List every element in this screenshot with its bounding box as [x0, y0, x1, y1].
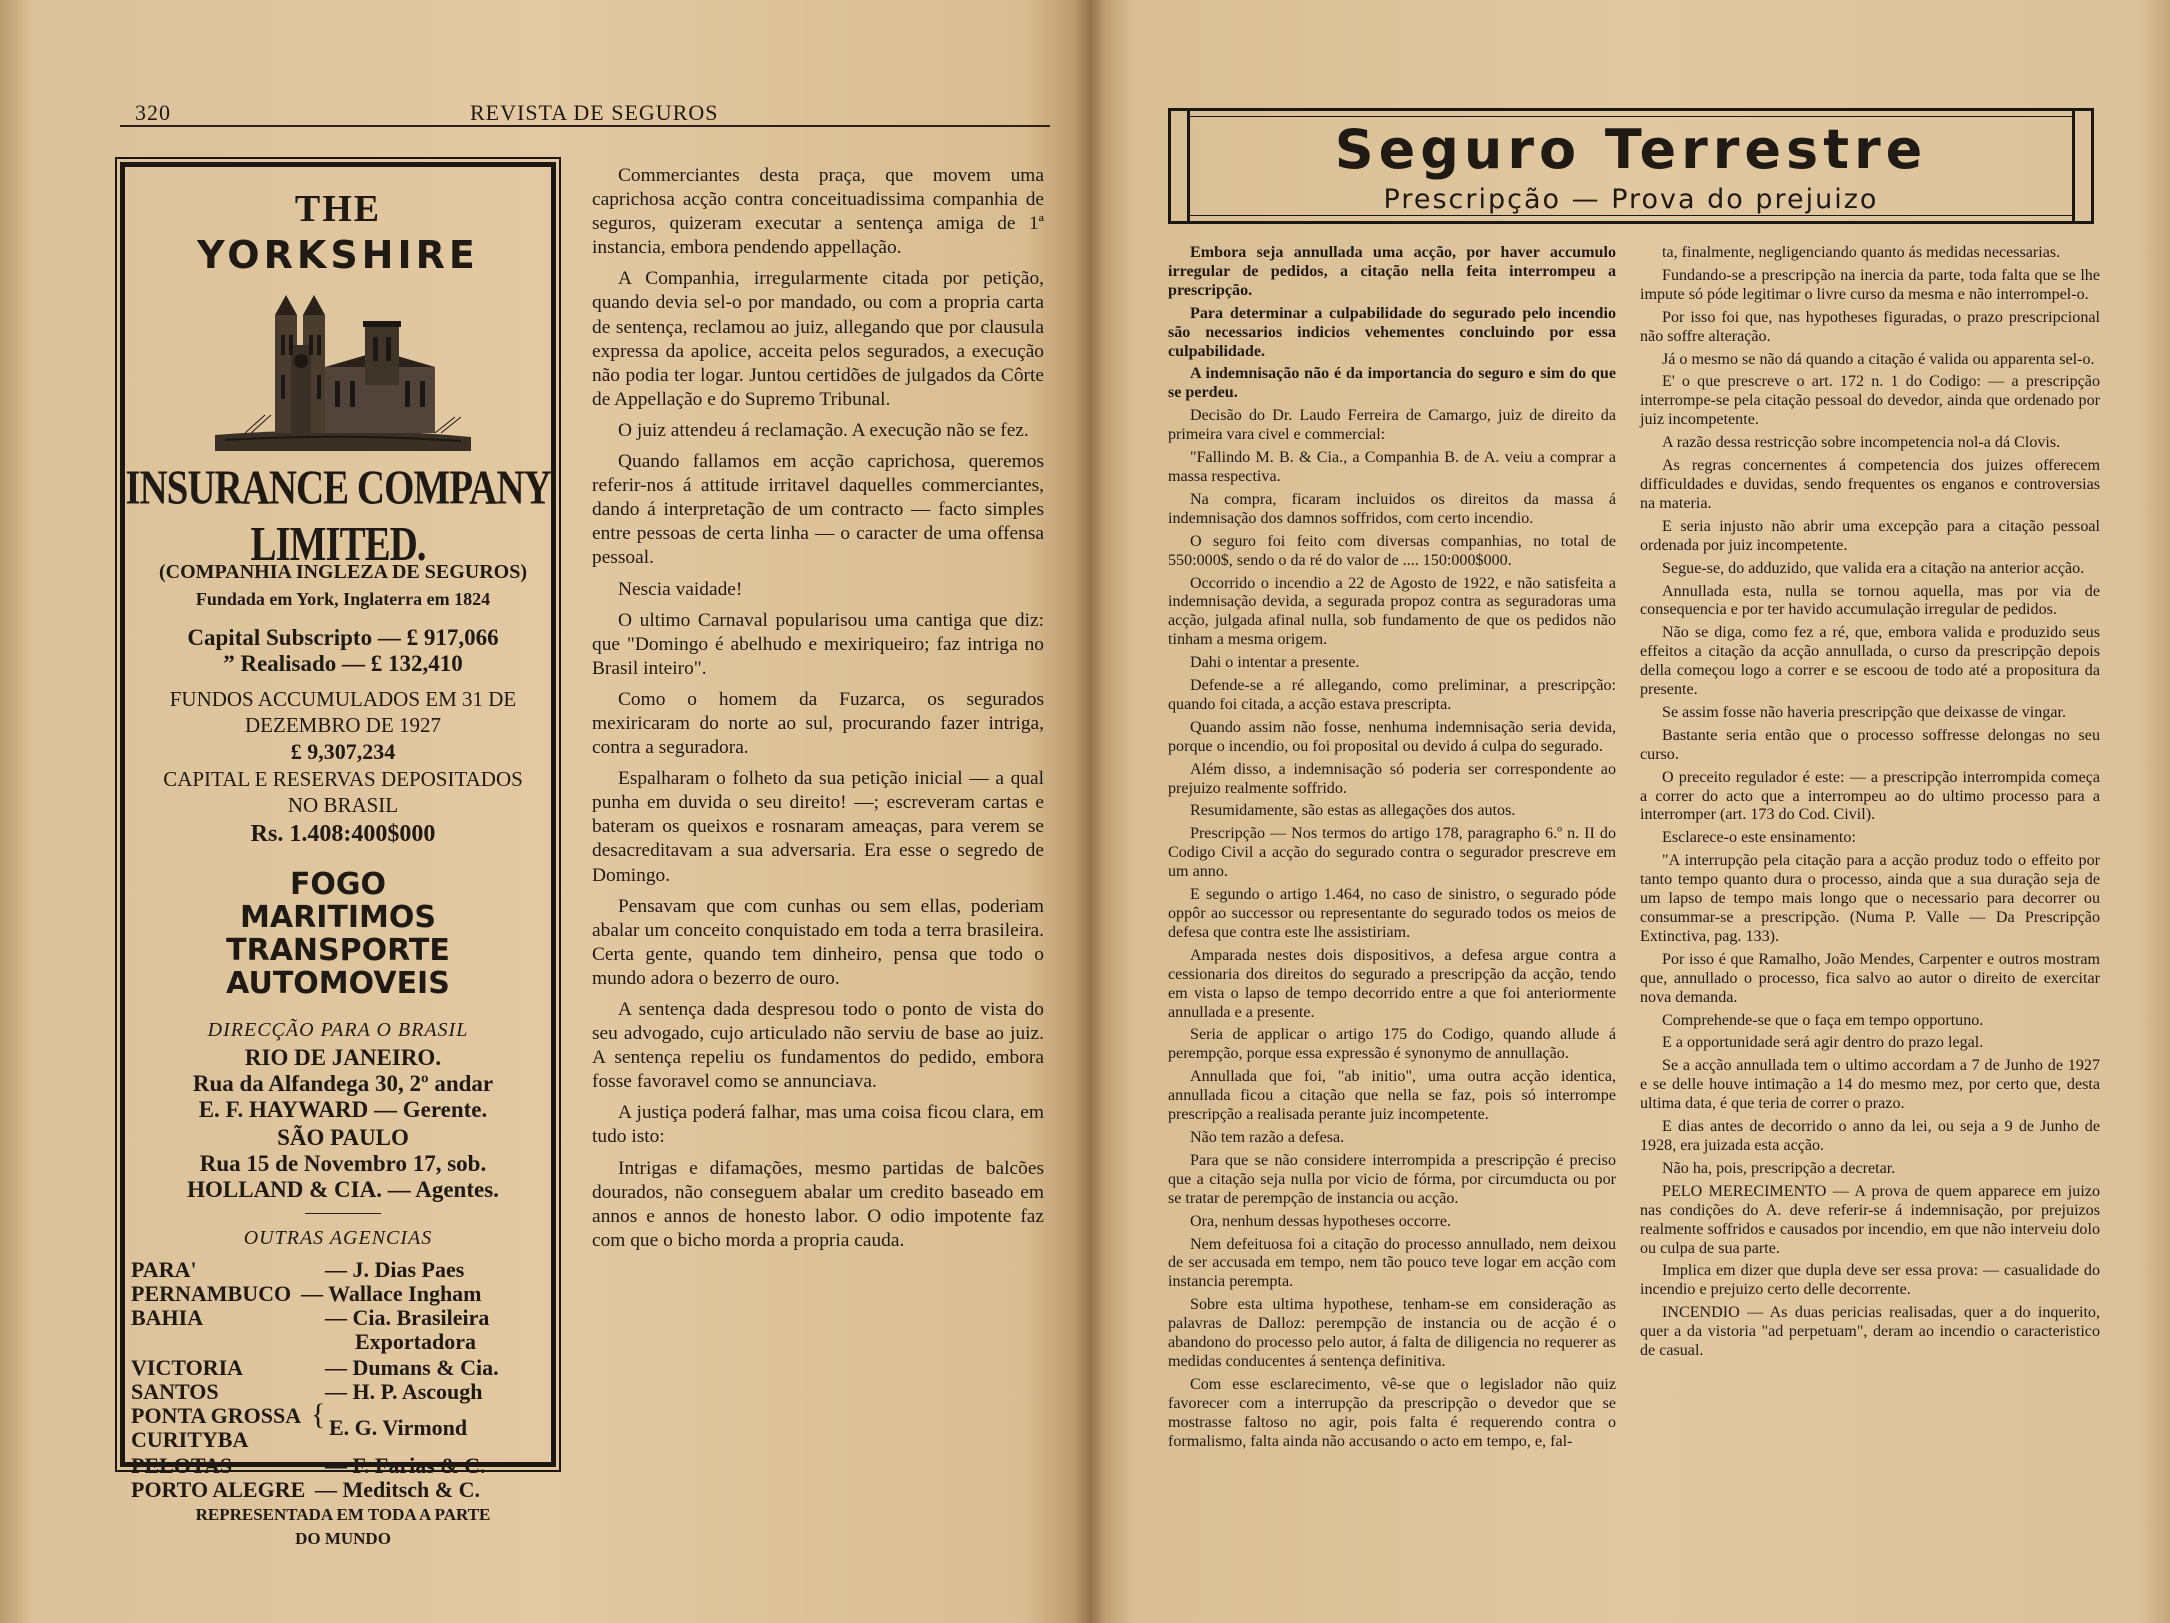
ad-capital-subscribed: Capital Subscripto — £ 917,066 [187, 625, 499, 650]
paragraph: Intrigas e difamações, mesmo partidas de balcões dourados, não conseguem abalar um credito baseado em annos e annos de honesto labor. O odio impotente faz com que o bicho morda a propria cauda. [592, 1157, 1044, 1251]
paragraph: Decisão do Dr. Laudo Ferreira de Camargo, juiz de direito da primeira vara civel e commercial: [1168, 407, 1616, 444]
article-title: Seguro Terrestre [1334, 118, 1928, 181]
paragraph: Sobre esta ultima hypothese, tenham-se em consideração as palavras de Dalloz: perempção de instancia ou de acção é o abandono do processo pelo autor, á falta de diligencia no requerer as medidas conducentes á sentença definitiva. [1168, 1296, 1616, 1370]
agency-place: PARA' [131, 1257, 197, 1282]
ad-the: THE [294, 188, 382, 230]
agency-agent: — H. P. Ascough [325, 1379, 483, 1404]
paragraph: Por isso foi que, nas hypotheses figuradas, o prazo prescripcional não soffre alteração. [1640, 308, 2100, 345]
paragraph: Annullada que foi, "ab initio", uma outra acção identica, annullada ficou a citação que nella se faz, pois só interrompe prescripção a realisada perante juiz incompetente. [1168, 1068, 1616, 1124]
ad-founded: Fundada em York, Inglaterra em 1824 [195, 589, 491, 609]
ad-line-fire: FOGO [289, 867, 387, 902]
agency-place: BAHIA [131, 1305, 204, 1330]
ad-line-automobiles: AUTOMOVEIS [226, 966, 450, 1001]
paragraph: Amparada nestes dois dispositivos, a defesa argue contra a cessionaria dos direitos do segurado a prescripção da acção, tendo em vista o lapso de tempo decorrido entre a que foi anteriormente annullada e a presente. [1168, 946, 1616, 1021]
paragraph: Além disso, a indemnisação só poderia ser correspondente ao prejuizo realmente soffrido. [1168, 760, 1616, 797]
ad-funds-value: £ 9,307,234 [290, 739, 396, 764]
article-title-frame [1168, 108, 2094, 226]
agency-place: PORTO ALEGRE [131, 1477, 306, 1502]
ad-line-transport: TRANSPORTE [226, 933, 450, 968]
paragraph: PELO MERECIMENTO — A prova de quem apparece em juizo nas condições do A. deve referir-se á indemnisação, por prejuizos realmente soffridos e causados por incendio, em que não interveiu dolo ou culpa de sua parte. [1640, 1182, 2100, 1257]
ad-rio-manager: E. F. HAYWARD — Gerente. [198, 1097, 488, 1122]
agency-agent: — Dumans & Cia. [325, 1355, 499, 1380]
paragraph: Annullada esta, nulla se tornou aquella, mas por via de consequencia e por ter havido accumulação irregular de pedidos. [1640, 582, 2100, 619]
paragraph: Defende-se a ré allegando, como preliminar, a prescripção: quando foi citada, a acção estava prescripta. [1168, 677, 1616, 713]
ad-direction-label: DIRECÇÃO PARA O BRASIL [207, 1019, 469, 1041]
paragraph: "Fallindo M. B. & Cia., a Companhia B. de A. veiu a comprar a massa respectiva. [1168, 449, 1616, 485]
brace: { [311, 1398, 326, 1431]
paragraph: Embora seja annullada uma acção, por haver accumulo irregular de pedidos, a citação nella feita interrompeu a prescripção. [1168, 244, 1616, 299]
header-rule [120, 125, 1050, 127]
paragraph: Com esse esclarecimento, vê-se que o legislador não quiz favorecer com a interrupção da prescripção o devedor que se mostrasse faltoso no agir, pois falta é requerendo contra o formalismo, falta ainda não accusando o acto em tempo, e, fal- [1168, 1375, 1616, 1450]
ad-separator [305, 1213, 381, 1214]
paragraph: A razão dessa restricção sobre incompetencia nol-a dá Clovis. [1662, 434, 2061, 452]
agency-agent: — Cia. Brasileira [325, 1305, 490, 1330]
paragraph: Esclarece-o este ensinamento: [1662, 829, 1856, 847]
ad-funds-line1: FUNDOS ACCUMULADOS EM 31 DE [169, 687, 517, 711]
paragraph: Quando fallamos em acção caprichosa, queremos referir-nos á attitude irritavel daquelles commerciantes, dando á interpretação de um contracto — facto simples entre pessoas de certa linha — o caracter de uma offensa pessoal. [592, 451, 1044, 569]
paragraph: Por isso é que Ramalho, João Mendes, Carpenter e outros mostram que, annullado o processo, fica salvo ao autor o direito de exercitar nova demanda. [1640, 950, 2100, 1006]
paragraph: O juiz attendeu á reclamação. A execução não se fez. [618, 419, 1029, 441]
paragraph: Resumidamente, são estas as allegações dos autos. [1190, 802, 1516, 820]
paragraph: O seguro foi feito com diversas companhias, no total de 550:000$, sendo o da ré do valor de .... 150:000$000. [1168, 532, 1616, 569]
paragraph: Se a acção annullada tem o ultimo accordam a 7 de Junho de 1927 e se delle houve intimação a 14 do mesmo mez, por certo que, desta ultima data, é que teria de correr o prazo. [1640, 1057, 2100, 1113]
ad-rio: RIO DE JANEIRO. [244, 1045, 442, 1070]
paragraph: A justiça poderá falhar, mas uma coisa ficou clara, em tudo isto: [592, 1102, 1044, 1148]
page-number: 320 [135, 100, 171, 125]
paragraph: Se assim fosse não haveria prescripção que deixasse de vingar. [1662, 703, 2066, 721]
paragraph: Como o homem da Fuzarca, os segurados mexiricaram do norte ao sul, procurando fazer intriga, contra a seguradora. [592, 688, 1044, 759]
paragraph: E segundo o artigo 1.464, no caso de sinistro, o segurado póde oppôr ao successor ou representante do segurado todos os meios de defesa que contra este lhe assistiriam. [1168, 886, 1616, 941]
article-column-2 [1640, 244, 2100, 1365]
agency-agent: — Meditsch & C. [315, 1477, 480, 1502]
paragraph: Já o mesmo se não dá quando a citação é valida ou apparenta sel-o. [1662, 350, 2095, 368]
editorial-column [592, 164, 1044, 1260]
ad-reserves-line1: CAPITAL E RESERVAS DEPOSITADOS [163, 767, 523, 791]
agency-agent: — J. Dias Paes [325, 1257, 465, 1282]
ad-sao-paulo: SÃO PAULO [277, 1125, 409, 1150]
paragraph: Pensavam que com cunhas ou sem ellas, poderiam abalar um conceito conquistado em toda a terra brasileira. Certa gente, quando tem dinheiro, pensa que todo o mundo adora o bezerro de ouro. [592, 895, 1044, 989]
paragraph: Espalharam o folheto da sua petição inicial — a qual punha em duvida o seu direito! —; escreveram cartas e bateram os queixos e rosnaram ameaças, para verem se desacreditavam a sua adversaria. Era esse o segredo de Domingo. [592, 768, 1044, 886]
paragraph: Nescia vaidade! [618, 578, 743, 600]
ad-company-name: YORKSHIRE [197, 233, 479, 277]
paragraph: "A interrupção pela citação para a acção produz todo o effeito por tanto tempo quanto dura o processo, ainda que a sua duração seja de um lapso de tempo mais longo que o necessario para decorrer ou consummar-se a prescripção. (Numa P. Valle — Da Prescripção Extinctiva, pag. 133). [1640, 852, 2100, 945]
paragraph: A Companhia, irregularmente citada por petição, quando devia sel-o por mandado, ou com a propria carta de sentença, reclamou ao juiz, allegando que por clausula expressa da apolice, acceita pelos segurados, a execução não podia ter logar. Juntou certidões de julgados da Côrte de Appellação e do Supremo Tribunal. [592, 268, 1044, 410]
paragraph: ta, finalmente, negligenciando quanto ás medidas necessarias. [1662, 244, 2061, 261]
paragraph: As regras concernentes á competencia dos juizes offerecem difficuldades e duvidas, sendo frequentes os enganos e controversias na materia. [1640, 457, 2100, 512]
agency-place: SANTOS [131, 1379, 219, 1404]
paragraph: Não se diga, como fez a ré, que, embora valida e produzido seus effeitos a citação da acção annullada, o curso da prescripção depois della começou logo a correr e se escoou de todo até a propositura da presente. [1640, 624, 2100, 699]
agency-agent: Exportadora [355, 1329, 476, 1354]
book-gutter [1075, 0, 1105, 1623]
paragraph: Fundando-se a prescripção na inercia da parte, toda falta que se lhe impute só póde legitimar o livre curso da mesma e não interrompel-o. [1640, 266, 2100, 303]
ad-reserves-value: Rs. 1.408:400$000 [250, 821, 436, 847]
paragraph: Na compra, ficaram incluidos os direitos da massa á indemnisação dos damnos soffridos, com certo incendio. [1168, 490, 1616, 527]
paragraph: Commerciantes desta praça, que movem uma caprichosa acção contra conceituadissima companhia de seguros, quizeram executar a sentença amiga de 1ª instancia, embora pendendo appellação. [592, 165, 1044, 259]
paragraph: Ora, nenhum dessas hypotheses occorre. [1190, 1212, 1451, 1230]
paragraph: Occorrido o incendio a 22 de Agosto de 1922, e não satisfeita a indemnisação devida, a segurada propoz contra as seguradoras uma acção, julgada afinal nulla, sob fundamento de que os pedidos não tinham a mesma origem. [1168, 574, 1616, 649]
paragraph: INCENDIO — As duas pericias realisadas, quer a do inquerito, quer a da vistoria "ad perpetuam", deram ao incendio o caracteristico de casual. [1640, 1304, 2100, 1360]
yorkshire-advertisement [120, 162, 556, 1548]
ad-rio-address: Rua da Alfandega 30, 2º andar [192, 1071, 494, 1096]
ad-other-agencies-label: OUTRAS AGENCIAS [243, 1227, 433, 1249]
paragraph: Não ha, pois, prescripção a decretar. [1662, 1159, 1896, 1177]
paragraph: O ultimo Carnaval popularisou uma cantiga que diz: que "Domingo é abelhudo e mexiriqueiro; faz intriga no Brasil inteiro". [592, 609, 1044, 679]
ad-capital-realised: ” Realisado — £ 132,410 [223, 651, 463, 676]
paragraph: E' o que prescreve o art. 172 n. 1 do Codigo: — a prescripção interrompe-se pela citação pessoal do devedor, ainda que ordenado por juiz incompetente. [1640, 373, 2100, 429]
paragraph: Bastante seria então que o processo soffresse delongas no seu curso. [1640, 726, 2100, 763]
ad-sp-agents: HOLLAND & CIA. — Agentes. [187, 1177, 499, 1202]
paragraph: Para que se não considere interrompida a prescripção é preciso que a citação seja nulla por vicio de fórma, por circumducta ou por se tratar de perempção de instancia ou acção. [1168, 1151, 1616, 1207]
paragraph: Para determinar a culpabilidade do segurado pelo incendio são necessarios indicios vehementes concluindo por essa culpabilidade. [1168, 304, 1616, 360]
agency-agent: — Wallace Ingham [301, 1281, 482, 1306]
paragraph: Quando assim não fosse, nenhuma indemnisação seria devida, porque o incendio, ou foi proposital ou devido á culpa do segurado. [1168, 718, 1616, 755]
article-subtitle: Prescripção — Prova do prejuizo [1383, 184, 1879, 215]
ad-funds-line2: DEZEMBRO DE 1927 [245, 713, 441, 737]
ad-subtitle: (COMPANHIA INGLEZA DE SEGUROS) [158, 561, 527, 583]
paragraph: E a opportunidade será agir dentro do prazo legal. [1662, 1034, 1984, 1052]
journal-title: REVISTA DE SEGUROS [470, 100, 719, 125]
paragraph: Comprehende-se que o faça em tempo opportuno. [1662, 1011, 1984, 1029]
agency-place: VICTORIA [131, 1355, 244, 1380]
paragraph: Prescripção — Nos termos do artigo 178, paragrapho 6.º n. II do Codigo Civil a acção do segurado contra o segurador prescreve em um anno. [1168, 825, 1616, 881]
paragraph: O preceito regulador é este: — a prescripção interrompida começa a correr do acto que a interrompeu ao do ultimo processo para a interromper (art. 173 do Cod. Civil). [1640, 768, 2100, 824]
ad-footer-line2: DO MUNDO [295, 1529, 391, 1548]
ad-reserves-line2: NO BRASIL [287, 793, 399, 817]
paragraph: Seria de applicar o artigo 175 do Codigo, quando allude á perempção, porque essa expressão é synonymo de annullação. [1168, 1026, 1616, 1063]
agency-agent: — F. Farias & C. [325, 1453, 486, 1478]
paragraph: A indemnisação não é da importancia do seguro e sim do que se perdeu. [1168, 365, 1616, 402]
paragraph: Dahi o intentar a presente. [1190, 654, 1360, 672]
paragraph: Segue-se, do adduzido, que valida era a citação na anterior acção. [1662, 559, 2085, 577]
ad-footer-line1: REPRESENTADA EM TODA A PARTE [195, 1505, 491, 1524]
paragraph: Não tem razão a defesa. [1190, 1128, 1345, 1146]
agency-place: PERNAMBUCO [131, 1281, 292, 1306]
paragraph: Implica em dizer que dupla deve ser essa prova: — casualidade do incendio e prejuizo certo delle decorrente. [1640, 1262, 2100, 1299]
agency-place: PONTA GROSSA [131, 1403, 302, 1428]
article-column-1 [1168, 244, 1616, 1455]
york-minster-illustration [205, 285, 481, 453]
agency-place: PELOTAS [131, 1453, 233, 1478]
paragraph: A sentença dada despresou todo o ponto de vista do seu advogado, cujo articulado não serviu de base ao juiz. A sentença repeliu os fundamentos do pedido, embora fosse favoravel como se annunciava. [592, 999, 1044, 1093]
ad-line-maritime: MARITIMOS [240, 900, 436, 935]
paragraph: E seria injusto não abrir uma excepção para a citação pessoal ordenada por juiz incompetente. [1640, 517, 2100, 554]
ad-sp-address: Rua 15 de Novembro 17, sob. [199, 1151, 487, 1176]
paragraph: E dias antes de decorrido o anno da lei, ou seja a 9 de Junho de 1928, era juizada esta acção. [1640, 1118, 2100, 1154]
paragraph: Nem defeituosa foi a citação do processo annullado, nem deixou de ser accusada em tempo, nem tão pouco teve logar em acção com instancia perempta. [1168, 1235, 1616, 1291]
running-head [135, 100, 1050, 126]
agency-agent: E. G. Virmond [329, 1415, 468, 1440]
ad-insurance-company: INSURANCE COMPANY LIMITED. [125, 461, 551, 571]
agency-place: CURITYBA [131, 1427, 249, 1452]
